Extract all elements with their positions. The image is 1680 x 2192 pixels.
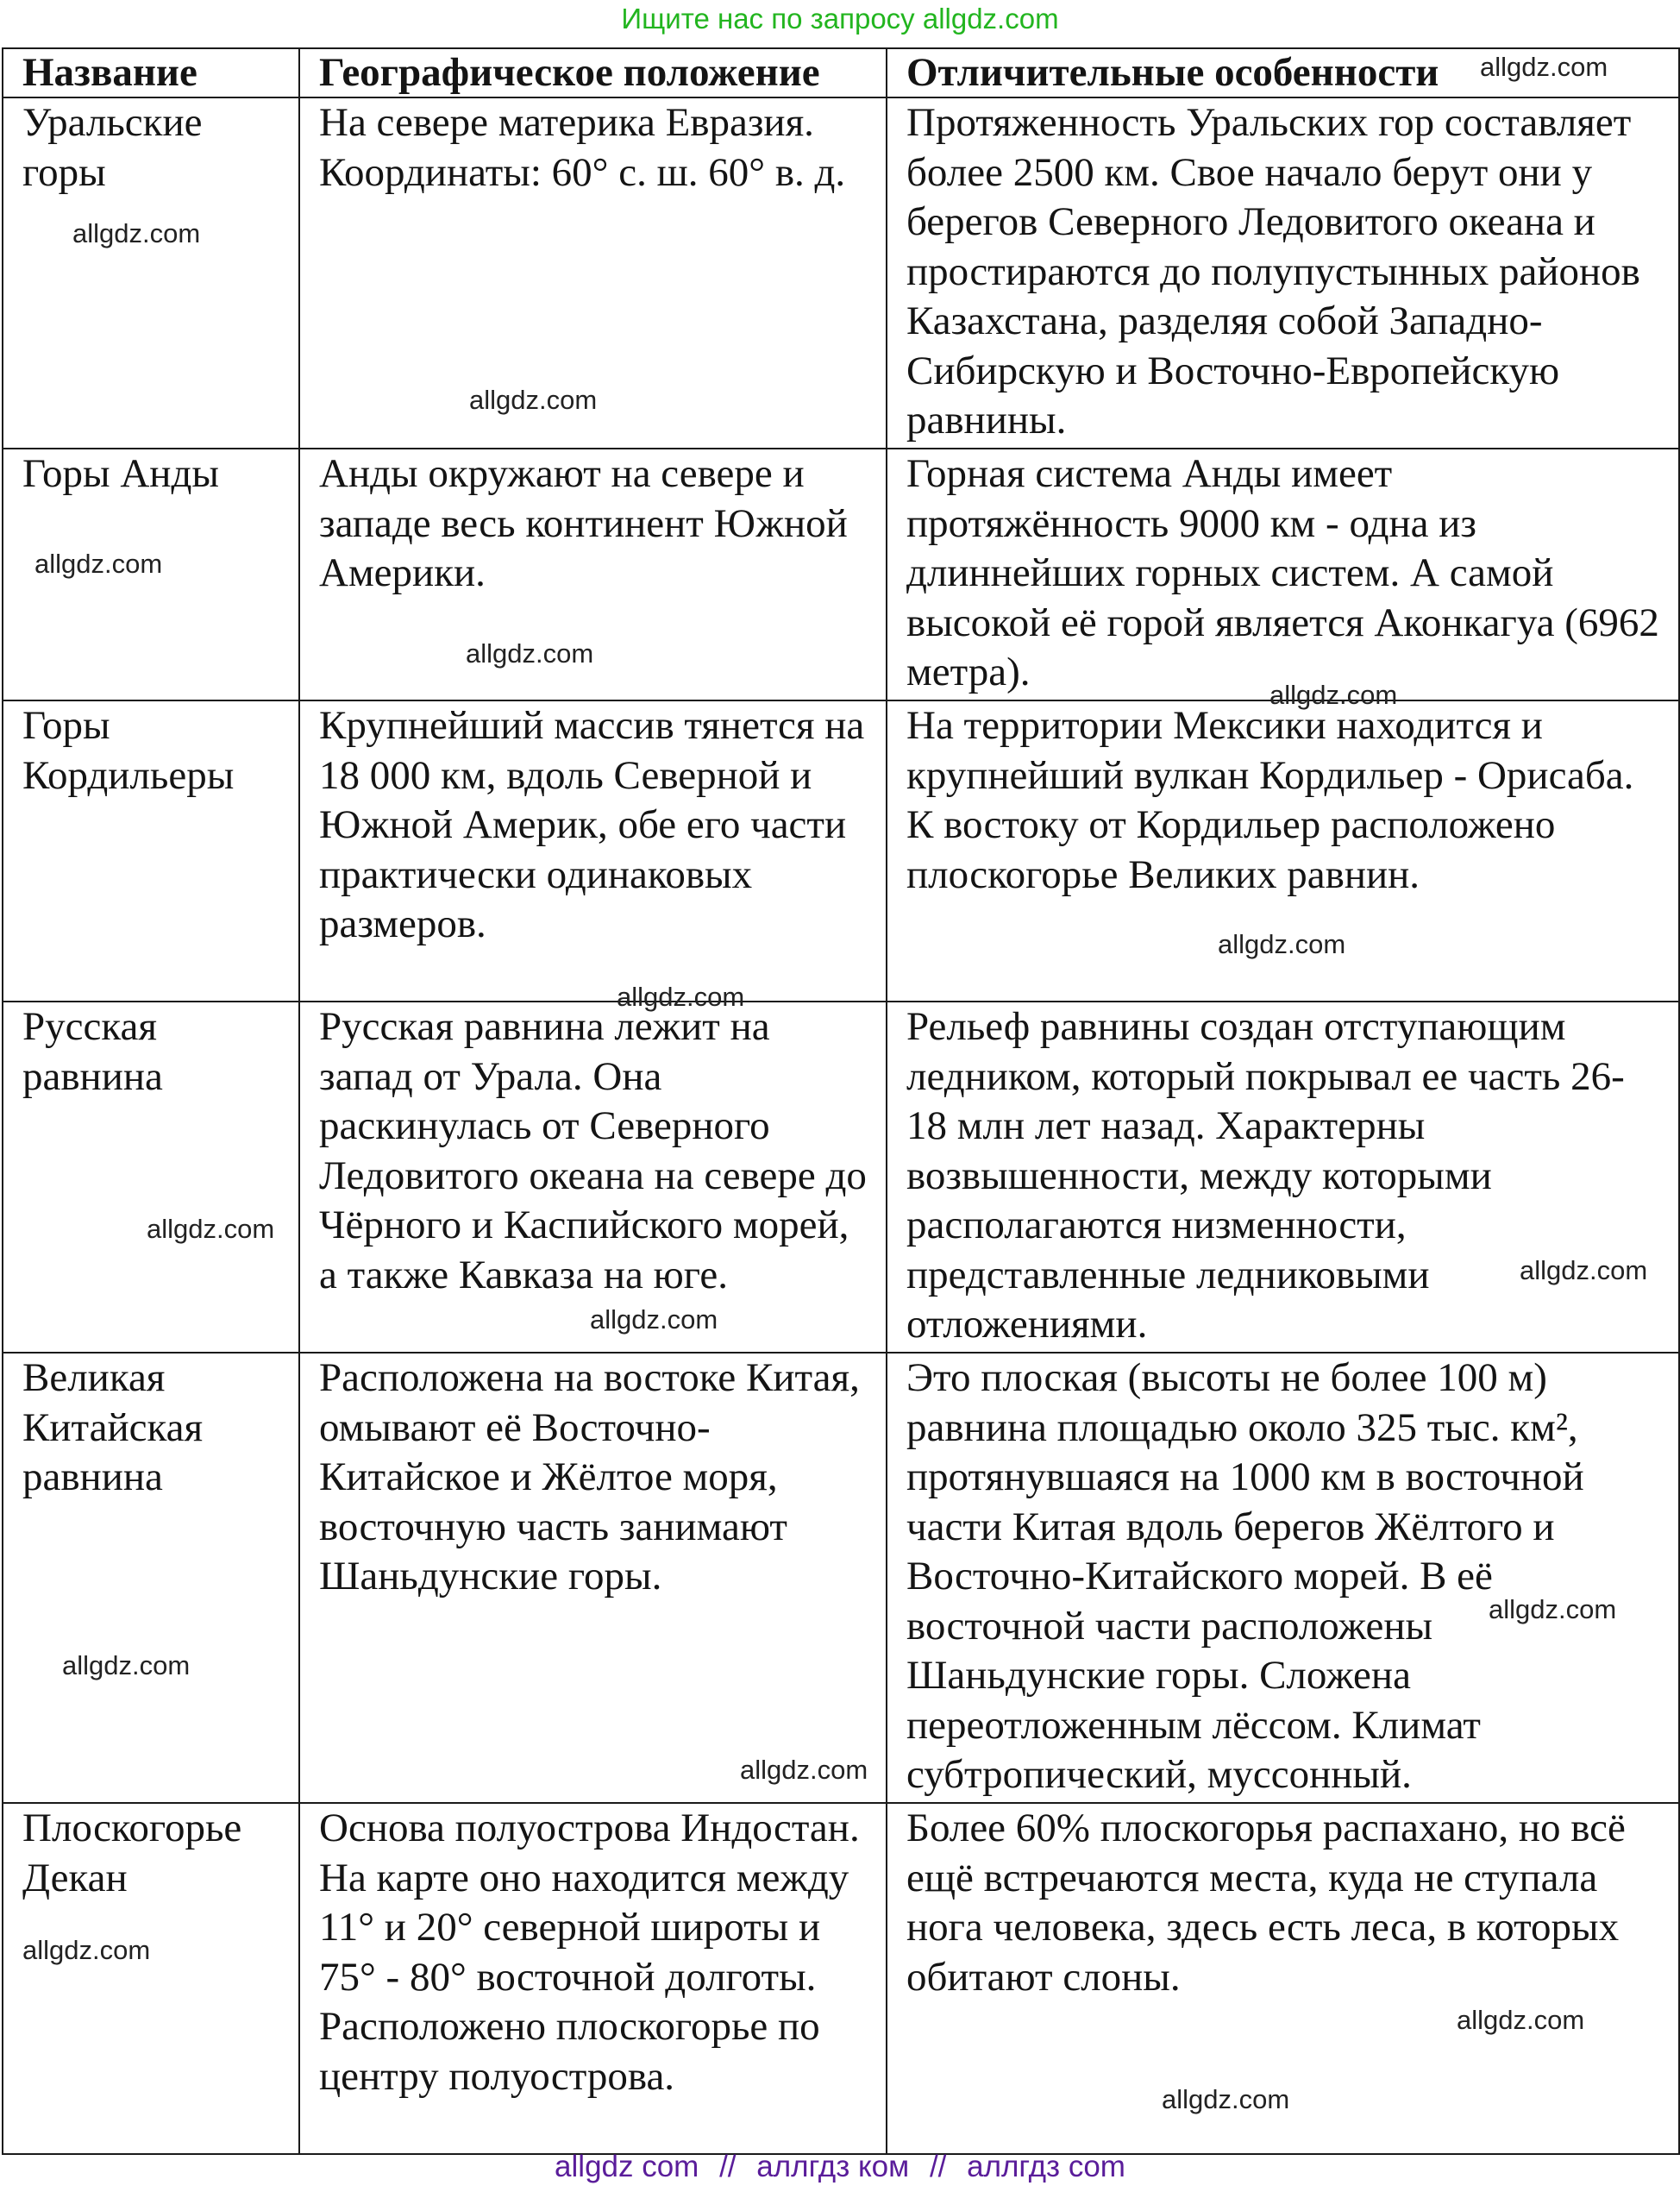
cell-position: Анды окружают на севере и западе весь континент Южной Америки.	[299, 449, 887, 700]
watermark: allgdz.com	[62, 1650, 191, 1680]
cell-position: Основа полуострова Индостан. На карте оно находится между 11° и 20° северной широты и 75° - 80° восточной долготы. Расположено плоскогорье по центру полуострова.	[299, 1803, 887, 2154]
separator: //	[719, 2150, 737, 2183]
bottom-link-1[interactable]: allgdz com	[555, 2150, 699, 2183]
watermark: allgdz.com	[1269, 680, 1398, 710]
geography-table	[2, 47, 1680, 2155]
header-features: Отличительные особенности	[887, 48, 1679, 97]
table-row	[3, 700, 1679, 1002]
table-row	[3, 97, 1679, 449]
cell-position: На севере материка Евразия. Координаты: 60° с. ш. 60° в. д.	[299, 97, 887, 449]
watermark: allgdz.com	[1489, 1594, 1617, 1624]
bottom-link-2[interactable]: аллгдз ком	[756, 2150, 910, 2183]
separator: //	[929, 2150, 947, 2183]
cell-position: Крупнейший массив тянется на 18 000 км, вдоль Северной и Южной Америк, обе его части практически одинаковых размеров.	[299, 700, 887, 1002]
cell-features: Протяженность Уральских гор составляет более 2500 км. Свое начало берут они у берегов Северного Ледовитого океана и простираются до полупустынных районов Казахстана, разделяя собой Западно-Сибирскую и Восточно-Европейскую равнины.	[887, 97, 1679, 449]
watermark: allgdz.com	[72, 218, 201, 248]
header-name: Название	[3, 48, 299, 97]
watermark: allgdz.com	[1162, 2084, 1290, 2114]
bottom-link-3[interactable]: аллгдз com	[967, 2150, 1125, 2183]
watermark: allgdz.com	[1480, 52, 1608, 82]
cell-features: Более 60% плоскогорья распахано, но всё ещё встречаются места, куда не ступала нога человека, здесь есть леса, в которых обитают слоны.	[887, 1803, 1679, 2154]
cell-name: Горы Анды	[3, 449, 299, 700]
cell-name: Великая Китайская равнина	[3, 1353, 299, 1803]
table-row	[3, 1002, 1679, 1353]
watermark: allgdz.com	[1218, 929, 1346, 959]
top-banner[interactable]: Ищите нас по запросу allgdz.com	[621, 3, 1059, 35]
watermark: allgdz.com	[1457, 2005, 1585, 2035]
watermark: allgdz.com	[466, 638, 594, 669]
cell-name: Плоскогорье Декан	[3, 1803, 299, 2154]
cell-position: Расположена на востоке Китая, омывают её Восточно-Китайское и Жёлтое моря, восточную часть занимают Шаньдунские горы.	[299, 1353, 887, 1803]
watermark: allgdz.com	[34, 549, 163, 579]
cell-features: Это плоская (высоты не более 100 м) равнина площадью около 325 тыс. км², протянувшаяся на 1000 км в восточной части Китая вдоль берегов Жёлтого и Восточно-Китайского морей. В её восточной части расположены Шаньдунские горы. Сложена переотложенным лёссом. Климат субтропический, муссонный.	[887, 1353, 1679, 1803]
watermark: allgdz.com	[1520, 1255, 1648, 1285]
cell-features: Рельеф равнины создан отступающим ледником, который покрывал ее часть 26-18 млн лет назад. Характерны возвышенности, между которыми располагаются низменности, представленные ледниковыми отложениями.	[887, 1002, 1679, 1353]
table-header-row	[3, 48, 1679, 97]
cell-features: На территории Мексики находится и крупнейший вулкан Кордильер - Орисаба. К востоку от Кордильер расположено плоскогорье Великих равнин.	[887, 700, 1679, 1002]
watermark: allgdz.com	[617, 982, 745, 1012]
header-position: Географическое положение	[299, 48, 887, 97]
watermark: allgdz.com	[590, 1304, 718, 1335]
table-row	[3, 1803, 1679, 2154]
cell-name: Русская равнина	[3, 1002, 299, 1353]
cell-position: Русская равнина лежит на запад от Урала. Она раскинулась от Северного Ледовитого океана на севере до Чёрного и Каспийского морей, а также Кавказа на юге.	[299, 1002, 887, 1353]
table-row	[3, 449, 1679, 700]
watermark: allgdz.com	[147, 1214, 275, 1244]
watermark: allgdz.com	[22, 1935, 151, 1965]
cell-name: Уральские горы	[3, 97, 299, 449]
watermark: allgdz.com	[469, 385, 598, 415]
bottom-banner[interactable]	[0, 2146, 1680, 2188]
cell-name: Горы Кордильеры	[3, 700, 299, 1002]
table-row	[3, 1353, 1679, 1803]
cell-features: Горная система Анды имеет протяжённость 9000 км - одна из длиннейших горных систем. А самой высокой её горой является Аконкагуа (6962 метра).	[887, 449, 1679, 700]
watermark: allgdz.com	[740, 1755, 868, 1785]
